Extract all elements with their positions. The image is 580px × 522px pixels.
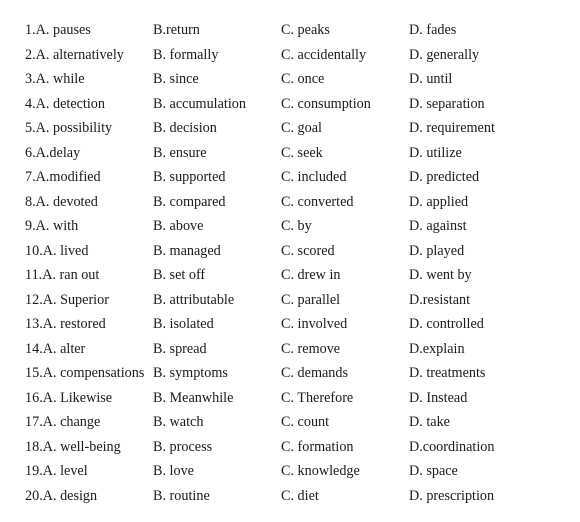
option-b: B. decision	[153, 120, 217, 136]
option-d: D. prescription	[409, 487, 495, 504]
option-c: C. knowledge	[281, 463, 360, 479]
option-c: C. included	[281, 169, 347, 185]
option-a: 5.A. possibility	[25, 120, 113, 136]
question-row-14	[0, 339, 580, 363]
option-b: B. formally	[153, 46, 219, 63]
question-row-20	[0, 486, 580, 510]
option-b: B. above	[153, 218, 204, 234]
option-d: D.explain	[409, 340, 465, 357]
question-row-15	[0, 363, 580, 387]
option-b: B.return	[153, 22, 200, 38]
option-a: 20.A. design	[25, 487, 98, 504]
option-d: D. went by	[409, 267, 472, 283]
option-a: 4.A. detection	[25, 95, 105, 112]
option-a: 18.A. well-being	[25, 438, 121, 455]
option-d: D. Instead	[409, 389, 468, 406]
option-c: C. goal	[281, 120, 322, 136]
question-row-6	[0, 143, 580, 167]
option-d: D. applied	[409, 193, 469, 210]
option-d: D. take	[409, 414, 450, 430]
option-c: C. by	[281, 218, 312, 234]
question-row-18	[0, 437, 580, 461]
option-b: B. Meanwhile	[153, 389, 234, 406]
option-b: B. attributable	[153, 291, 235, 308]
option-d: D. generally	[409, 46, 480, 63]
option-d: D.resistant	[409, 291, 471, 308]
option-c: C. Therefore	[281, 389, 354, 406]
question-row-19	[0, 461, 580, 485]
option-c: C. scored	[281, 242, 335, 259]
question-row-8	[0, 192, 580, 216]
option-a: 15.A. compensations	[25, 365, 145, 381]
option-d: D. fades	[409, 22, 457, 38]
option-c: C. accidentally	[281, 46, 367, 63]
option-d: D. against	[409, 218, 467, 234]
question-row-9	[0, 216, 580, 240]
option-a: 12.A. Superior	[25, 291, 109, 308]
option-c: C. diet	[281, 487, 319, 504]
option-b: B. compared	[153, 193, 226, 210]
question-row-7	[0, 167, 580, 191]
option-b: B. watch	[153, 414, 204, 430]
option-b: B. isolated	[153, 316, 214, 332]
option-d: D. until	[409, 71, 453, 87]
option-a: 14.A. alter	[25, 340, 86, 357]
option-a: 11.A. ran out	[25, 267, 100, 283]
question-row-12	[0, 290, 580, 314]
option-c: C. parallel	[281, 291, 341, 308]
option-a: 17.A. change	[25, 414, 101, 430]
option-b: B. accumulation	[153, 95, 246, 112]
option-a: 1.A. pauses	[25, 22, 91, 38]
option-c: C. seek	[281, 144, 323, 161]
option-d: D. utilize	[409, 144, 462, 161]
option-a: 8.A. devoted	[25, 193, 98, 210]
option-b: B. spread	[153, 340, 207, 357]
option-d: D. treatments	[409, 365, 486, 381]
option-c: C. involved	[281, 316, 348, 332]
option-d: D.coordination	[409, 438, 495, 455]
question-row-16	[0, 388, 580, 412]
option-c: C. once	[281, 71, 325, 87]
question-row-2	[0, 45, 580, 69]
question-row-10	[0, 241, 580, 265]
option-d: D. played	[409, 242, 465, 259]
option-c: C. demands	[281, 365, 348, 381]
option-c: C. converted	[281, 193, 354, 210]
option-a: 19.A. level	[25, 463, 88, 479]
option-d: D. requirement	[409, 120, 495, 136]
question-row-11	[0, 265, 580, 289]
option-a: 10.A. lived	[25, 242, 89, 259]
question-row-13	[0, 314, 580, 338]
option-b: B. ensure	[153, 144, 207, 161]
question-row-3	[0, 69, 580, 93]
option-c: C. remove	[281, 340, 341, 357]
question-row-1	[0, 20, 580, 44]
option-a: 3.A. while	[25, 71, 85, 87]
option-c: C. peaks	[281, 22, 330, 38]
option-b: B. love	[153, 463, 194, 479]
option-d: D. predicted	[409, 169, 480, 185]
option-c: C. drew in	[281, 267, 341, 283]
option-c: C. formation	[281, 438, 354, 455]
option-b: B. managed	[153, 242, 221, 259]
option-a: 9.A. with	[25, 218, 79, 234]
option-d: D. space	[409, 463, 458, 479]
option-b: B. process	[153, 438, 213, 455]
option-b: B. supported	[153, 169, 226, 185]
option-a: 7.A.modified	[25, 169, 101, 185]
option-c: C. count	[281, 414, 330, 430]
option-c: C. consumption	[281, 95, 371, 112]
question-row-5	[0, 118, 580, 142]
question-row-4	[0, 94, 580, 118]
option-b: B. routine	[153, 487, 210, 504]
option-a: 6.A.delay	[25, 144, 81, 161]
question-row-17	[0, 412, 580, 436]
option-b: B. symptoms	[153, 365, 228, 381]
option-a: 16.A. Likewise	[25, 389, 113, 406]
option-a: 13.A. restored	[25, 316, 106, 332]
option-a: 2.A. alternatively	[25, 46, 124, 63]
option-d: D. separation	[409, 95, 485, 112]
option-b: B. set off	[153, 267, 206, 283]
option-d: D. controlled	[409, 316, 484, 332]
option-b: B. since	[153, 71, 199, 87]
